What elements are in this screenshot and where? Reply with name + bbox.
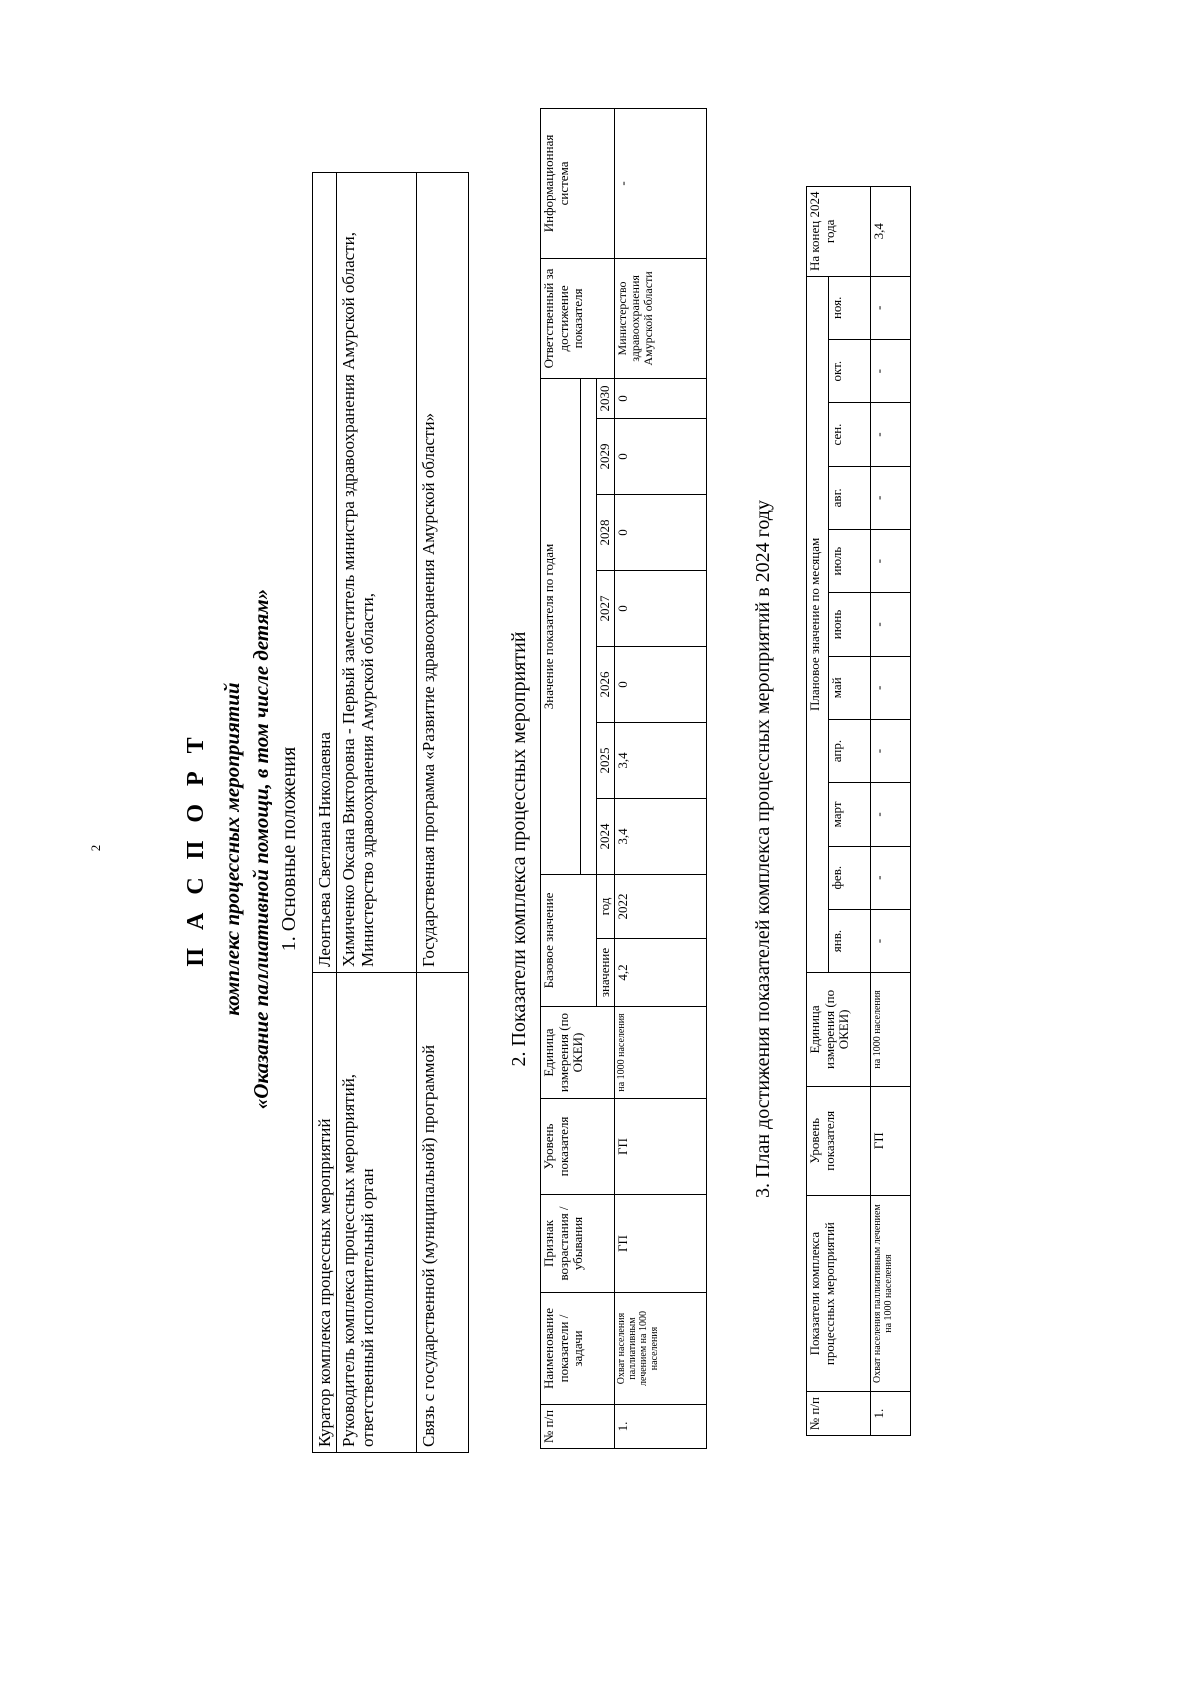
header-by-years: Значение показателя по годам	[541, 378, 581, 874]
header-year: 2029	[597, 418, 615, 494]
table-row	[615, 108, 707, 1448]
header-month: июнь	[829, 593, 871, 656]
header-year: 2028	[597, 494, 615, 570]
header-unit: Единица измерения (по ОКЕИ)	[807, 973, 871, 1087]
cell-month: -	[871, 783, 911, 846]
header-year: 2030	[597, 378, 615, 418]
section-3-heading: 3. План достижения показателей комплекса процессных мероприятий в 2024 году	[752, 500, 774, 1198]
cell-year-value: 0	[615, 378, 707, 418]
document-subtitle: комплекс процессных мероприятий	[220, 682, 244, 1016]
cell-num: 1.	[615, 1405, 707, 1449]
table-row	[313, 173, 337, 1453]
header-year: 2027	[597, 570, 615, 646]
cell-info-system: -	[615, 108, 707, 258]
row-label: Куратор комплекса процессных мероприятий	[313, 973, 337, 1453]
header-num: № п/п	[807, 1392, 871, 1436]
cell-month: -	[871, 529, 911, 592]
cell-month: -	[871, 276, 911, 339]
header-num: № п/п	[541, 1405, 615, 1449]
indicators-table	[540, 108, 707, 1449]
header-row	[807, 187, 829, 1436]
header-year: 2026	[597, 646, 615, 722]
document-subtitle-name: «Оказание паллиативной помощи, в том числе детям»	[249, 588, 273, 1110]
header-month: март	[829, 783, 871, 846]
cell-year-value: 0	[615, 494, 707, 570]
header-unit: Единица измерения (по ОКЕИ)	[541, 1007, 615, 1099]
row-label: Руководитель комплекса процессных мероприятий, ответственный исполнительный орган	[337, 973, 417, 1453]
table-row	[337, 173, 417, 1453]
section-1-heading: 1. Основные положения	[278, 746, 300, 952]
cell-month: -	[871, 466, 911, 529]
cell-month: -	[871, 909, 911, 972]
header-level: Уровень показателя	[541, 1099, 615, 1195]
header-year: 2024	[597, 798, 615, 874]
header-year: 2025	[597, 722, 615, 798]
cell-level: ГП	[615, 1099, 707, 1195]
cell-month: -	[871, 593, 911, 656]
document-title: П А С П О Р Т	[183, 731, 209, 967]
header-end: На конец 2024 года	[807, 187, 871, 277]
header-base-value: значение	[597, 939, 615, 1007]
header-responsible: Ответственный за достижение показателя	[541, 258, 615, 378]
cell-unit: на 1000 населения	[871, 973, 911, 1087]
header-base: Базовое значение	[541, 874, 597, 1006]
cell-year-value: 0	[615, 570, 707, 646]
header-base-year: год	[597, 874, 615, 938]
header-spacer	[581, 378, 597, 874]
row-value: Леонтьева Светлана Николаевна	[313, 173, 337, 973]
header-month: июль	[829, 529, 871, 592]
section-2-heading: 2. Показатели комплекса процессных мероприятий	[508, 631, 530, 1067]
cell-month: -	[871, 340, 911, 403]
header-month: янв.	[829, 909, 871, 972]
header-level: Уровень показателя	[807, 1086, 871, 1195]
page-number: 2	[88, 844, 103, 852]
cell-name: Охват населения паллиативным лечением на 1000 населения	[615, 1293, 707, 1405]
cell-end: 3,4	[871, 187, 911, 277]
cell-year-value: 0	[615, 418, 707, 494]
table-row	[871, 187, 911, 1436]
header-month: май	[829, 656, 871, 719]
header-month: фев.	[829, 846, 871, 909]
cell-num: 1.	[871, 1392, 911, 1436]
header-month: авг.	[829, 466, 871, 529]
header-planned: Плановое значение по месяцам	[807, 276, 829, 973]
table-row	[417, 173, 469, 1453]
row-label: Связь с государственной (муниципальной) программой	[417, 973, 469, 1453]
cell-year-value: 3,4	[615, 798, 707, 874]
cell-year-value: 0	[615, 646, 707, 722]
cell-base-value: 4,2	[615, 939, 707, 1007]
header-month: окт.	[829, 340, 871, 403]
row-value: Государственная программа «Развитие здравоохранения Амурской области»	[417, 173, 469, 973]
row-value: Химиченко Оксана Викторовна - Первый заместитель министра здравоохранения Амурской области, Министерство здравоохранения Амурской области,	[337, 173, 417, 973]
cell-level: ГП	[871, 1086, 911, 1195]
header-month: апр.	[829, 719, 871, 782]
plan-table	[806, 186, 911, 1436]
header-info-system: Информационная система	[541, 108, 615, 258]
header-row	[541, 108, 581, 1448]
header-sign: Признак возрастания / убывания	[541, 1195, 615, 1293]
cell-name: Охват населения паллиативным лечением на 1000 населения	[871, 1195, 911, 1391]
cell-responsible: Министерство здравоохранения Амурской области	[615, 258, 707, 378]
cell-month: -	[871, 846, 911, 909]
cell-month: -	[871, 656, 911, 719]
cell-base-year: 2022	[615, 874, 707, 938]
header-month: сен.	[829, 403, 871, 466]
header-name: Наименование показатели /задачи	[541, 1293, 615, 1405]
cell-month: -	[871, 719, 911, 782]
header-month: ноя.	[829, 276, 871, 339]
cell-month: -	[871, 403, 911, 466]
cell-sign: ГП	[615, 1195, 707, 1293]
main-provisions-table	[312, 172, 469, 1453]
cell-year-value: 3,4	[615, 722, 707, 798]
header-name: Показатели комплекса процессных мероприятий	[807, 1195, 871, 1391]
cell-unit: на 1000 населения	[615, 1007, 707, 1099]
